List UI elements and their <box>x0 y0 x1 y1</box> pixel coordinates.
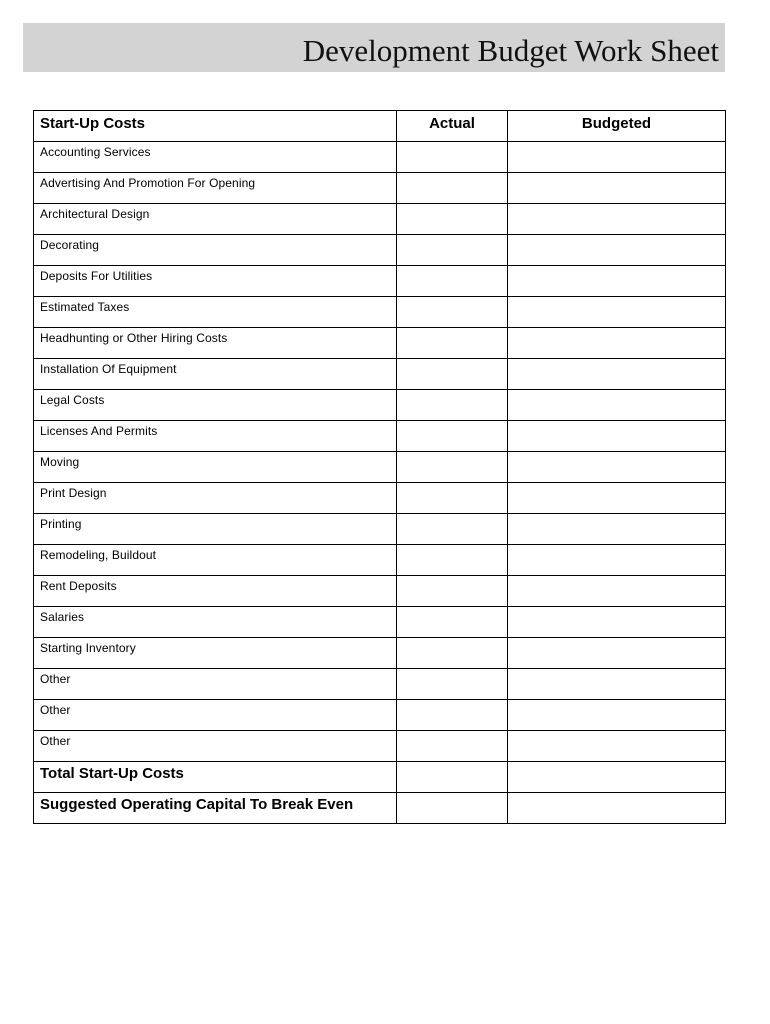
budget-table <box>33 110 726 824</box>
cost-item-label: Other <box>34 731 397 762</box>
table-row <box>34 204 726 235</box>
budgeted-cell[interactable] <box>508 390 726 421</box>
table-row <box>34 452 726 483</box>
total-label: Total Start-Up Costs <box>34 762 397 793</box>
cost-item-label: Decorating <box>34 235 397 266</box>
budgeted-cell[interactable] <box>508 359 726 390</box>
budgeted-cell[interactable] <box>508 266 726 297</box>
budgeted-cell[interactable] <box>508 297 726 328</box>
actual-cell[interactable] <box>397 793 508 824</box>
cost-item-label: Other <box>34 700 397 731</box>
actual-cell[interactable] <box>397 607 508 638</box>
actual-cell[interactable] <box>397 514 508 545</box>
budgeted-cell[interactable] <box>508 762 726 793</box>
actual-cell[interactable] <box>397 483 508 514</box>
header-budgeted: Budgeted <box>508 111 726 142</box>
table-row <box>34 173 726 204</box>
table-row <box>34 607 726 638</box>
cost-item-label: Printing <box>34 514 397 545</box>
total-row <box>34 762 726 793</box>
total-label: Suggested Operating Capital To Break Even <box>34 793 397 824</box>
cost-item-label: Moving <box>34 452 397 483</box>
budgeted-cell[interactable] <box>508 204 726 235</box>
budgeted-cell[interactable] <box>508 328 726 359</box>
cost-item-label: Legal Costs <box>34 390 397 421</box>
cost-item-label: Other <box>34 669 397 700</box>
cost-item-label: Architectural Design <box>34 204 397 235</box>
cost-item-label: Installation Of Equipment <box>34 359 397 390</box>
header-actual: Actual <box>397 111 508 142</box>
table-row <box>34 669 726 700</box>
table-row <box>34 731 726 762</box>
actual-cell[interactable] <box>397 173 508 204</box>
cost-item-label: Estimated Taxes <box>34 297 397 328</box>
table-row <box>34 545 726 576</box>
table-row <box>34 514 726 545</box>
cost-item-label: Headhunting or Other Hiring Costs <box>34 328 397 359</box>
title-banner <box>23 23 725 72</box>
actual-cell[interactable] <box>397 297 508 328</box>
actual-cell[interactable] <box>397 235 508 266</box>
cost-item-label: Accounting Services <box>34 142 397 173</box>
budgeted-cell[interactable] <box>508 793 726 824</box>
budgeted-cell[interactable] <box>508 607 726 638</box>
actual-cell[interactable] <box>397 669 508 700</box>
table-row <box>34 359 726 390</box>
budgeted-cell[interactable] <box>508 700 726 731</box>
actual-cell[interactable] <box>397 142 508 173</box>
budgeted-cell[interactable] <box>508 421 726 452</box>
table-row <box>34 390 726 421</box>
cost-item-label: Salaries <box>34 607 397 638</box>
total-row <box>34 793 726 824</box>
cost-item-label: Remodeling, Buildout <box>34 545 397 576</box>
table-row <box>34 142 726 173</box>
budgeted-cell[interactable] <box>508 638 726 669</box>
budgeted-cell[interactable] <box>508 452 726 483</box>
page-title: Development Budget Work Sheet <box>302 33 719 68</box>
budgeted-cell[interactable] <box>508 731 726 762</box>
table-row <box>34 266 726 297</box>
table-row <box>34 700 726 731</box>
table-row <box>34 483 726 514</box>
table-header-row <box>34 111 726 142</box>
budgeted-cell[interactable] <box>508 545 726 576</box>
cost-item-label: Rent Deposits <box>34 576 397 607</box>
cost-item-label: Advertising And Promotion For Opening <box>34 173 397 204</box>
actual-cell[interactable] <box>397 700 508 731</box>
cost-item-label: Deposits For Utilities <box>34 266 397 297</box>
budgeted-cell[interactable] <box>508 142 726 173</box>
budgeted-cell[interactable] <box>508 576 726 607</box>
table-row <box>34 235 726 266</box>
actual-cell[interactable] <box>397 452 508 483</box>
table-row <box>34 297 726 328</box>
actual-cell[interactable] <box>397 390 508 421</box>
budgeted-cell[interactable] <box>508 514 726 545</box>
cost-item-label: Print Design <box>34 483 397 514</box>
actual-cell[interactable] <box>397 731 508 762</box>
table-row <box>34 328 726 359</box>
actual-cell[interactable] <box>397 545 508 576</box>
actual-cell[interactable] <box>397 328 508 359</box>
budgeted-cell[interactable] <box>508 235 726 266</box>
budgeted-cell[interactable] <box>508 173 726 204</box>
cost-item-label: Licenses And Permits <box>34 421 397 452</box>
actual-cell[interactable] <box>397 638 508 669</box>
actual-cell[interactable] <box>397 576 508 607</box>
budgeted-cell[interactable] <box>508 483 726 514</box>
cost-item-label: Starting Inventory <box>34 638 397 669</box>
actual-cell[interactable] <box>397 204 508 235</box>
table-row <box>34 576 726 607</box>
actual-cell[interactable] <box>397 359 508 390</box>
actual-cell[interactable] <box>397 421 508 452</box>
budgeted-cell[interactable] <box>508 669 726 700</box>
actual-cell[interactable] <box>397 762 508 793</box>
actual-cell[interactable] <box>397 266 508 297</box>
table-row <box>34 421 726 452</box>
header-start-up-costs: Start-Up Costs <box>34 111 397 142</box>
table-row <box>34 638 726 669</box>
